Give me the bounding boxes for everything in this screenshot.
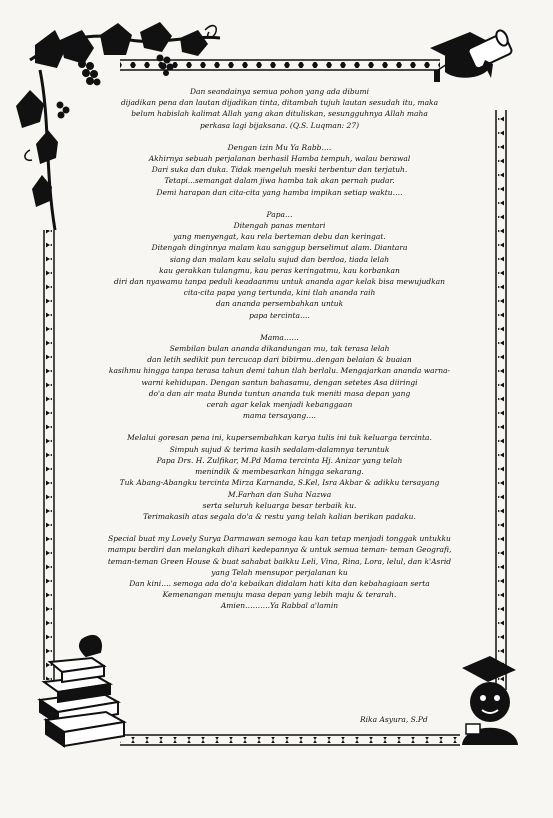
special-line: Dan kini…. semoga ada do'a kebaikan didalam hati kita dan kebahagiaan serta — [129, 578, 430, 588]
book-stack-icon — [40, 636, 124, 746]
quote-line: dijadikan pena dan lautan dijadikan tinta, ditambah tujuh lautan sesudah itu, maka — [120, 98, 439, 108]
quote-line: belum habislah kalimat Allah yang akan dituliskan, sesungguhnya Allah maha — [131, 109, 428, 119]
special-line: Amien……….Ya Rabbal a'lamin — [220, 601, 339, 611]
mama-line: Sembilan bulan ananda dikandungan mu, tak terasa lelah — [169, 344, 390, 354]
intro-line: Akhirnya sebuah perjalanan berhasil Hamba tempuh, walau berawal — [148, 154, 411, 164]
papa-line: Papa… — [266, 209, 293, 219]
mama-line: warni kehidupan. Dengan santun bahasamu, dengan setetes Asa diiringi — [141, 377, 418, 387]
papa-line: kau gerakkan tulangmu, kau peras keringatmu, kau korbankan — [159, 265, 400, 275]
intro-line: Demi harapan dan cita-cita yang hamba impikan setiap waktu…. — [156, 187, 403, 197]
quote-paragraph — [72, 86, 487, 131]
dedication-line: Tuk Abang-Abangku tercinta Mirza Karnanda, S.Kel, Isra Akbar & adikku tersayang — [119, 478, 440, 488]
graduate-figure-icon — [462, 656, 518, 745]
mama-paragraph — [72, 332, 487, 422]
papa-line: diri dan nyawamu tanpa peduli keadaanmu untuk ananda agar kelak bisa mewujudkan — [114, 277, 445, 287]
dedication-line: serta seluruh keluarga besar terbaik ku. — [202, 500, 357, 510]
quote-line: perkasa lagi bijaksana. (Q.S. Luqman: 27) — [199, 120, 360, 130]
mama-line: kasihmu hingga tanpa terasa tahun demi tahun tlah berlalu. Mengajarkan ananda warna- — [108, 366, 451, 376]
mama-line: Mama…… — [260, 332, 299, 342]
quote-line: Dan seandainya semua pohon yang ada dibumi — [189, 87, 370, 96]
dedication-line: Papa Drs. H. Zulfikar, M.Pd Mama tercinta Hj. Anizar yang telah — [156, 455, 403, 465]
mama-line: do'a dan air mata Bunda tuntun ananda tuk meniti masa depan yang — [148, 388, 411, 398]
papa-line: cita-cita papa yang tertunda, kini tlah ananda raih — [183, 288, 376, 298]
papa-paragraph — [72, 209, 487, 321]
special-line: teman-teman Green House & buat sahabat baikku Leli, Vina, Rina, Lora, lelul, dan k'Asrid — [107, 556, 452, 566]
papa-line: siang dan malam kau selalu sujud dan berdoa, tiada lelah — [169, 254, 390, 264]
right-border — [496, 110, 506, 690]
dedication-line: Simpuh sujud & terima kasih sedalam-dalamnya teruntuk — [169, 444, 390, 454]
mama-line: mama tersayang…. — [242, 411, 317, 421]
intro-line: Dari suka dan duka. Tidak mengeluh meski terbentur dan terjatuh. — [151, 165, 408, 175]
special-thanks-paragraph — [72, 533, 487, 611]
papa-line: dan ananda persembahkan untuk — [215, 299, 344, 309]
special-line: yang Telah mensupor perjalanan ku — [211, 567, 348, 577]
special-line: Special buat my Lovely Surya Darmawan semoga kau kan tetap menjadi tonggak untukku — [108, 534, 451, 544]
family-dedication-paragraph — [72, 432, 487, 522]
special-line: mampu berdiri dan melangkah dihari kedepannya & untuk semua teman- teman Geografi, — [107, 545, 452, 555]
dedication-line: menindik & membesarkan hingga sekarang. — [195, 467, 364, 477]
bottom-border — [120, 735, 460, 745]
papa-line: papa tercinta…. — [249, 310, 310, 320]
author-signature: Rika Asyura, S.Pd — [360, 715, 428, 724]
dedication-line: Melalui goresan pena ini, kupersembahkan karya tulis ini tuk keluarga tercinta. — [127, 433, 432, 443]
intro-line: Tetapi...semangat dalam jiwa hamba tak akan pernah pudar. — [164, 176, 395, 186]
dedication-line: Terimakasih atas segala do'a & restu yang telah kalian berikan padaku. — [143, 511, 416, 521]
papa-line: yang menyengat, kau rela berteman debu dan keringat. — [173, 232, 386, 242]
papa-line: Ditengah panas mentari — [233, 221, 326, 231]
intro-line: Dengan izin Mu Ya Rabb…. — [227, 142, 332, 152]
dedication-line: M.Farhan dan Suha Nazwa — [227, 489, 332, 499]
intro-paragraph — [72, 142, 487, 198]
left-border — [44, 230, 54, 680]
special-line: Kemenangan menuju masa depan yang lebih maju & terarah. — [162, 590, 397, 600]
mama-line: cerah agar kelak menjadi kebanggaan — [206, 400, 353, 410]
papa-line: Ditengah dinginnya malam kau sanggup berselimut alam. Diantara — [151, 243, 408, 253]
mama-line: dan letih sedikit pun tercucap dari bibirmu..dengan belaian & buaian — [147, 355, 412, 365]
dedication-text — [72, 86, 487, 612]
